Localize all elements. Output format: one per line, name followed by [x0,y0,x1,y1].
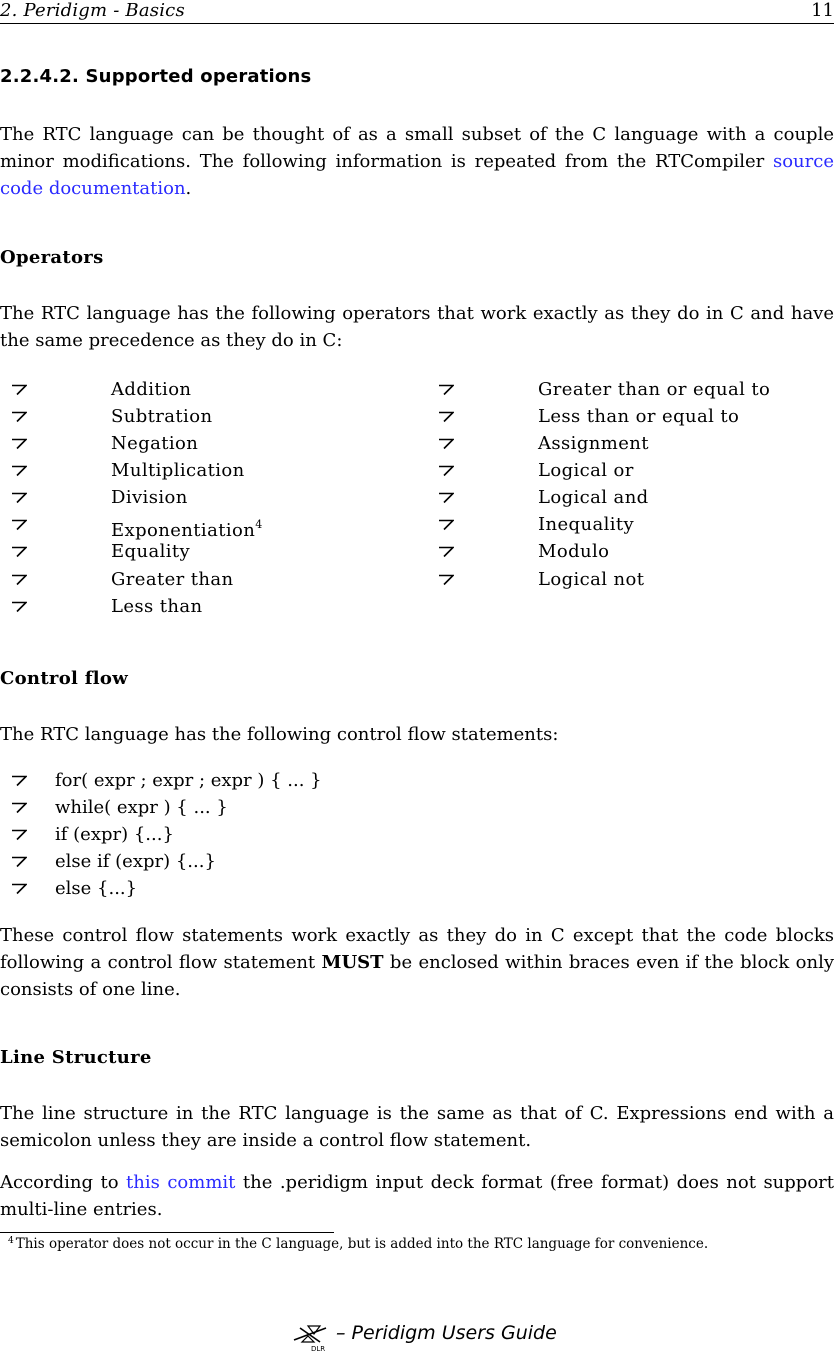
operators-list-right [438,376,828,606]
control-flow-statement: if (expr) {...} [55,824,174,845]
arrow-bullet-icon [438,492,454,504]
section-heading: 2.2.4.2. Supported operations [0,66,312,87]
arrow-bullet-icon [438,411,454,423]
arrow-bullet-icon [11,775,27,787]
arrow-bullet-icon [11,411,27,423]
arrow-bullet-icon [11,546,27,558]
operator-label: Division [111,487,188,508]
control-flow-statement: else {...} [55,878,138,899]
control-flow-statement: else if (expr) {...} [55,851,216,872]
commit-text-end: the .peridigm input deck format (free format) does not support multi-line entries. [0,1172,834,1220]
operators-list-left [11,376,431,626]
arrow-bullet-icon [11,829,27,841]
arrow-bullet-icon [11,574,27,586]
arrow-bullet-icon [11,802,27,814]
intro-text-end: . [185,178,192,199]
operator-label: Less than [111,596,203,617]
operators-heading: Operators [0,247,104,268]
control-flow-intro: The RTC language has the following control flow statements: [0,724,559,745]
arrow-bullet-icon [11,438,27,450]
operator-label: Logical and [538,487,649,508]
dlr-logo-text: DLR [311,1345,326,1352]
arrow-bullet-icon [438,574,454,586]
operator-label: Greater than [111,569,234,590]
line-structure-paragraph: The line structure in the RTC language is the same as that of C. Expressions end with a semicolon unless they are inside a control flow statement. [0,1103,834,1151]
this-commit-link[interactable]: this commit [126,1172,236,1193]
operator-label: Inequality [538,514,635,535]
intro-paragraph [0,121,834,202]
control-flow-statement: while( expr ) { ... } [55,797,228,818]
control-flow-note-text-end: be enclosed within braces even if the block only consists of one line. [0,952,834,1000]
arrow-bullet-icon [11,492,27,504]
operator-label: Equality [111,541,191,562]
control-flow-note-text: These control flow statements work exactly as they do in C except that the code blocks following a control flow statement [0,925,834,973]
operators-intro: The RTC language has the following operators that work exactly as they do in C and have the same precedence as they do in C: [0,303,834,351]
arrow-bullet-icon [11,384,27,396]
arrow-bullet-icon [11,465,27,477]
intro-text: The RTC language can be thought of as a small subset of the C language with a couple minor modifications. The following information is repeated from the RTCompiler [0,124,834,172]
arrow-bullet-icon [11,856,27,868]
footer-title: – Peridigm Users Guide [336,1322,557,1344]
source-code-documentation-link[interactable]: source code documentation [0,151,834,199]
footnote-rule [0,1232,334,1233]
footnote-text: This operator does not occur in the C language, but is added into the RTC language for convenience. [15,1236,709,1252]
dlr-logo-icon [290,1320,334,1356]
arrow-bullet-icon [438,465,454,477]
page-number: 11 [811,0,834,21]
commit-paragraph [0,1169,834,1223]
operator-label: Logical or [538,460,634,481]
arrow-bullet-icon [438,438,454,450]
footnote [8,1236,708,1252]
line-structure-heading: Line Structure [0,1047,152,1068]
footnote-marker: 4 [8,1236,14,1246]
operator-label: Greater than or equal to [538,379,771,400]
operator-label: Assignment [538,433,649,454]
operator-label: Addition [111,379,192,400]
arrow-bullet-icon [438,546,454,558]
arrow-bullet-icon [438,384,454,396]
control-flow-note [0,922,834,1003]
arrow-bullet-icon [11,601,27,613]
header-rule [0,23,834,24]
operator-label: Subtration [111,406,213,427]
running-header-chapter: 2. Peridigm - Basics [0,0,185,21]
must-emphasis: MUST [321,952,384,973]
control-flow-statement: for( expr ; expr ; expr ) { ... } [55,770,322,791]
control-flow-heading: Control flow [0,668,129,689]
footnote-marker: 4 [255,518,263,531]
arrow-bullet-icon [11,883,27,895]
arrow-bullet-icon [11,519,27,531]
operator-label: Modulo [538,541,610,562]
operator-label: Exponentiation [111,520,256,541]
control-flow-list [11,767,511,907]
commit-text: According to [0,1172,127,1193]
arrow-bullet-icon [438,519,454,531]
operator-label: Negation [111,433,199,454]
operator-label: Multiplication [111,460,245,481]
operator-label: Logical not [538,569,645,590]
operator-label: Less than or equal to [538,406,740,427]
